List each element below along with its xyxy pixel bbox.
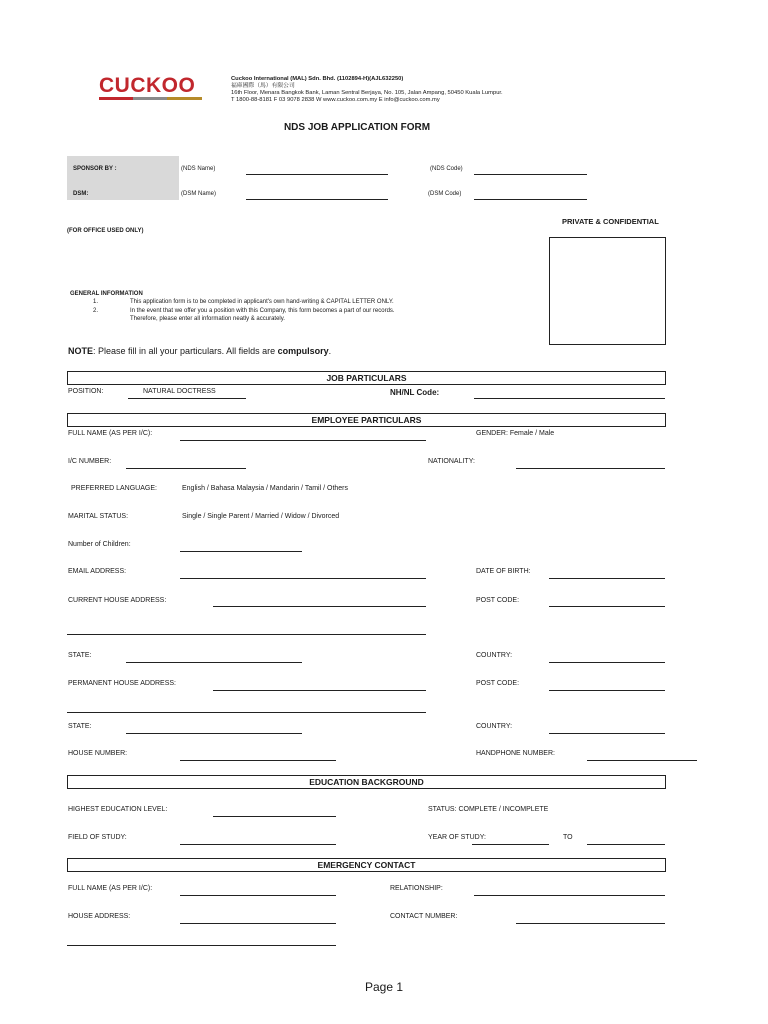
position-value: NATURAL DOCTRESS [143,388,216,395]
house-number-field[interactable] [180,760,336,761]
highest-education-label: HIGHEST EDUCATION LEVEL: [68,806,168,813]
field-of-study-field[interactable] [180,844,336,845]
year-to-field[interactable] [587,844,665,845]
page-number: Page 1 [364,980,404,994]
year-from-field[interactable] [472,844,549,845]
logo-underline [99,97,202,100]
contact-number-label: CONTACT NUMBER: [390,913,458,920]
nh-nl-code-field[interactable] [474,398,665,399]
permanent-country-field[interactable] [549,733,665,734]
permanent-state-field[interactable] [126,733,302,734]
private-confidential-label: PRIVATE & CONFIDENTIAL [562,217,659,226]
emergency-address-field-line2[interactable] [67,945,336,946]
permanent-post-code-label: POST CODE: [476,680,520,687]
dob-field[interactable] [549,578,665,579]
note-text: : Please fill in all your particulars. All fields are [93,346,278,356]
emergency-address-label: HOUSE ADDRESS: [68,913,131,920]
highest-education-field[interactable] [213,816,336,817]
current-country-field[interactable] [549,662,665,663]
current-post-code-label: POST CODE: [476,597,520,604]
dsm-name-field[interactable] [246,199,388,200]
general-info-num-1: 1. [93,299,99,305]
nationality-field[interactable] [516,468,665,469]
nh-nl-code-label: NH/NL Code: [390,388,440,397]
dsm-label: DSM: [73,191,89,197]
current-post-code-field[interactable] [549,606,665,607]
full-name-field[interactable] [180,440,426,441]
contact-number-field[interactable] [516,923,665,924]
position-label: POSITION: [68,388,104,395]
ic-number-label: I/C NUMBER: [68,458,112,465]
emergency-full-name-field[interactable] [180,895,336,896]
children-field[interactable] [180,551,302,552]
emergency-full-name-label: FULL NAME (AS PER I/C): [68,885,153,892]
email-field[interactable] [180,578,426,579]
company-name: Cuckoo International (MAL) Sdn. Bhd. (1102894-H)(AJL632250) [231,76,404,82]
current-address-field[interactable] [213,606,426,607]
permanent-post-code-field[interactable] [549,690,665,691]
employee-particulars-heading: EMPLOYEE PARTICULARS [67,413,666,427]
current-state-field[interactable] [126,662,302,663]
handphone-field[interactable] [587,760,697,761]
email-label: EMAIL ADDRESS: [68,568,127,575]
nationality-label: NATIONALITY: [428,458,475,465]
gender-label[interactable]: GENDER: Female / Male [476,430,555,437]
company-logo [99,74,195,98]
preferred-language-options[interactable]: English / Bahasa Malaysia / Mandarin / Tamil / Others [182,485,349,492]
note-line [68,346,331,356]
marital-status-label: MARITAL STATUS: [68,513,129,520]
nds-name-label: (NDS Name) [181,166,216,172]
nds-code-label: (NDS Code) [430,166,463,172]
job-particulars-heading: JOB PARTICULARS [67,371,666,385]
relationship-label: RELATIONSHIP: [390,885,443,892]
ic-number-field[interactable] [126,468,246,469]
note-prefix: NOTE [68,346,94,356]
current-address-label: CURRENT HOUSE ADDRESS: [68,597,167,604]
permanent-address-label: PERMANENT HOUSE ADDRESS: [68,680,177,687]
field-of-study-label: FIELD OF STUDY: [68,834,127,841]
nds-name-field[interactable] [246,174,388,175]
general-info-heading: GENERAL INFORMATION [70,291,143,297]
note-suffix: . [328,346,332,356]
logo-text: CUCKOO [99,74,196,97]
note-emph: compulsory [277,346,329,356]
company-contact: T 1800-88-8181 F 03 9078 2838 W www.cuckoo.com.my E info@cuckoo.com.my [231,97,440,103]
office-use-label: (FOR OFFICE USED ONLY) [67,228,144,234]
children-label: Number of Children: [68,541,131,548]
dob-label: DATE OF BIRTH: [476,568,531,575]
general-info-item-2b: Therefore, please enter all information neatly & accurately. [130,316,285,322]
education-status-label[interactable]: STATUS: COMPLETE / INCOMPLETE [428,806,549,813]
year-of-study-label: YEAR OF STUDY: [428,834,486,841]
current-state-label: STATE: [68,652,92,659]
house-number-label: HOUSE NUMBER: [68,750,128,757]
handphone-label: HANDPHONE NUMBER: [476,750,555,757]
current-address-field-line2[interactable] [67,634,426,635]
full-name-label: FULL NAME (AS PER I/C): [68,430,153,437]
current-country-label: COUNTRY: [476,652,513,659]
emergency-address-field[interactable] [180,923,336,924]
permanent-country-label: COUNTRY: [476,723,513,730]
permanent-address-field[interactable] [213,690,426,691]
emergency-contact-heading: EMERGENCY CONTACT [67,858,666,872]
preferred-language-label: PREFERRED LANGUAGE: [71,485,157,492]
year-to-label: TO [563,834,573,841]
general-info-num-2: 2. [93,308,99,314]
education-background-heading: EDUCATION BACKGROUND [67,775,666,789]
marital-status-options[interactable]: Single / Single Parent / Married / Widow / Divorced [182,513,340,520]
dsm-name-label: (DSM Name) [181,191,217,197]
dsm-code-label: (DSM Code) [428,191,462,197]
photo-box[interactable] [549,237,666,345]
position-field[interactable] [128,398,246,399]
permanent-address-field-line2[interactable] [67,712,426,713]
company-chinese-name: 福庫國際（馬）有限公司 [231,83,295,89]
company-address: 16th Floor, Menara Bangkok Bank, Laman Sentral Berjaya, No. 105, Jalan Ampang, 50450 Kuala Lumpur. [231,90,503,96]
general-info-item-1: This application form is to be completed in applicant's own hand-writing & CAPITAL LETTER ONLY. [130,299,394,305]
form-title: NDS JOB APPLICATION FORM [283,122,431,133]
general-info-item-2: In the event that we offer you a position with this Company, this form becomes a part of our records. [130,308,395,314]
dsm-code-field[interactable] [474,199,587,200]
nds-code-field[interactable] [474,174,587,175]
permanent-state-label: STATE: [68,723,92,730]
sponsor-by-label: SPONSOR BY : [73,166,117,172]
relationship-field[interactable] [474,895,665,896]
